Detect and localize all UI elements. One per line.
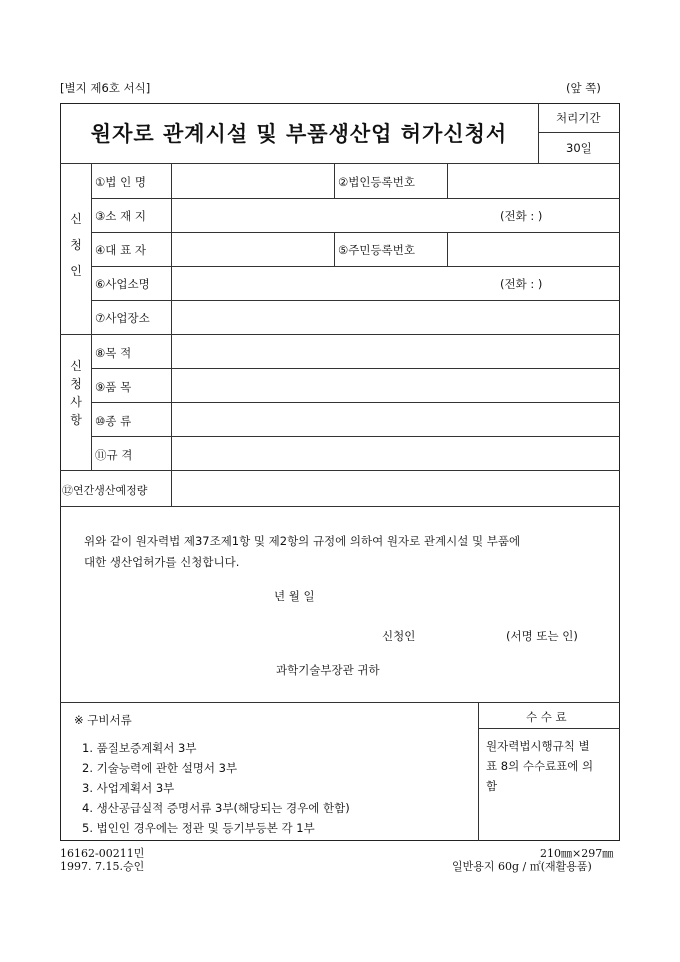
- address-label: ③소 재 지: [95, 209, 146, 223]
- divider: [60, 702, 620, 703]
- processing-period-value: 30일: [566, 141, 592, 155]
- fee-text-line-1: 원자력법시행규칙 별: [486, 739, 590, 753]
- char: 청: [70, 377, 82, 391]
- required-doc-item: 2. 기술능력에 관한 설명서 3부: [82, 761, 238, 775]
- spec-label: ⑪규 격: [95, 448, 133, 462]
- resident-no-label: ⑤주민등록번호: [338, 243, 415, 257]
- fee-title: 수 수 료: [526, 710, 567, 724]
- items-section-label: [68, 357, 84, 429]
- form-title: 원자로 관계시설 및 부품생산업 허가신청서: [90, 121, 508, 146]
- processing-period-label: 처리기간: [556, 111, 601, 125]
- paper-spec: 일반용지 60g / ㎡(재활용품): [452, 860, 592, 873]
- divider: [60, 334, 620, 335]
- char: 청: [70, 238, 82, 252]
- page-side-label: (앞 쪽): [566, 81, 601, 95]
- divider: [60, 506, 620, 507]
- divider: [91, 163, 92, 470]
- approval-date: 1997. 7.15.승인: [60, 860, 145, 873]
- addressee: 과학기술부장관 귀하: [276, 663, 380, 677]
- sign-or-seal-label: (서명 또는 인): [506, 629, 578, 643]
- divider: [60, 470, 620, 471]
- form-code: 16162-00211민: [60, 847, 145, 860]
- char: 항: [70, 413, 82, 427]
- paper-size: 210㎜×297㎜: [540, 847, 614, 860]
- office-phone: (전화 : ): [500, 277, 543, 291]
- kind-label: ⑩종 류: [95, 414, 132, 428]
- char: 사: [70, 395, 82, 409]
- required-doc-item: 1. 품질보증계획서 3부: [82, 741, 197, 755]
- office-name-label: ⑥사업소명: [95, 277, 150, 291]
- fee-text-line-3: 함: [486, 779, 498, 793]
- divider: [447, 232, 448, 266]
- address-phone: (전화 : ): [500, 209, 543, 223]
- form-number: [별지 제6호 서식]: [60, 81, 151, 95]
- statement-line-1: 위와 같이 원자력법 제37조제1항 및 제2항의 규정에 의하여 원자로 관계시설 및 부품에: [84, 534, 521, 548]
- divider: [478, 702, 479, 841]
- corp-reg-no-label: ②법인등록번호: [338, 175, 415, 189]
- char: 신: [70, 212, 82, 226]
- divider: [334, 163, 335, 198]
- applicant-signature-label: 신청인: [382, 629, 416, 643]
- purpose-label: ⑧목 적: [95, 346, 132, 360]
- divider: [447, 163, 448, 198]
- product-label: ⑨품 목: [95, 380, 132, 394]
- date-line: 년 월 일: [274, 589, 315, 603]
- statement-line-2: 대한 생산업허가를 신청합니다.: [84, 555, 240, 569]
- divider: [171, 163, 172, 506]
- divider: [60, 163, 620, 164]
- site-label: ⑦사업장소: [95, 311, 150, 325]
- char: 인: [70, 264, 82, 278]
- required-doc-item: 4. 생산공급실적 증명서류 3부(해당되는 경우에 한함): [82, 801, 350, 815]
- divider: [478, 728, 620, 729]
- divider: [334, 232, 335, 266]
- required-doc-item: 5. 법인인 경우에는 정관 및 등기부등본 각 1부: [82, 821, 315, 835]
- char: 신: [70, 359, 82, 373]
- applicant-section-label: [68, 208, 84, 282]
- divider: [538, 103, 539, 163]
- corp-name-label: ①법 인 명: [95, 175, 146, 189]
- annual-production-label: ⑫연간생산예정량: [62, 484, 148, 497]
- required-docs-title: ※ 구비서류: [74, 713, 132, 727]
- representative-label: ④대 표 자: [95, 243, 146, 257]
- required-doc-item: 3. 사업계획서 3부: [82, 781, 175, 795]
- divider: [538, 132, 620, 133]
- fee-text-line-2: 표 8의 수수료표에 의: [486, 759, 594, 773]
